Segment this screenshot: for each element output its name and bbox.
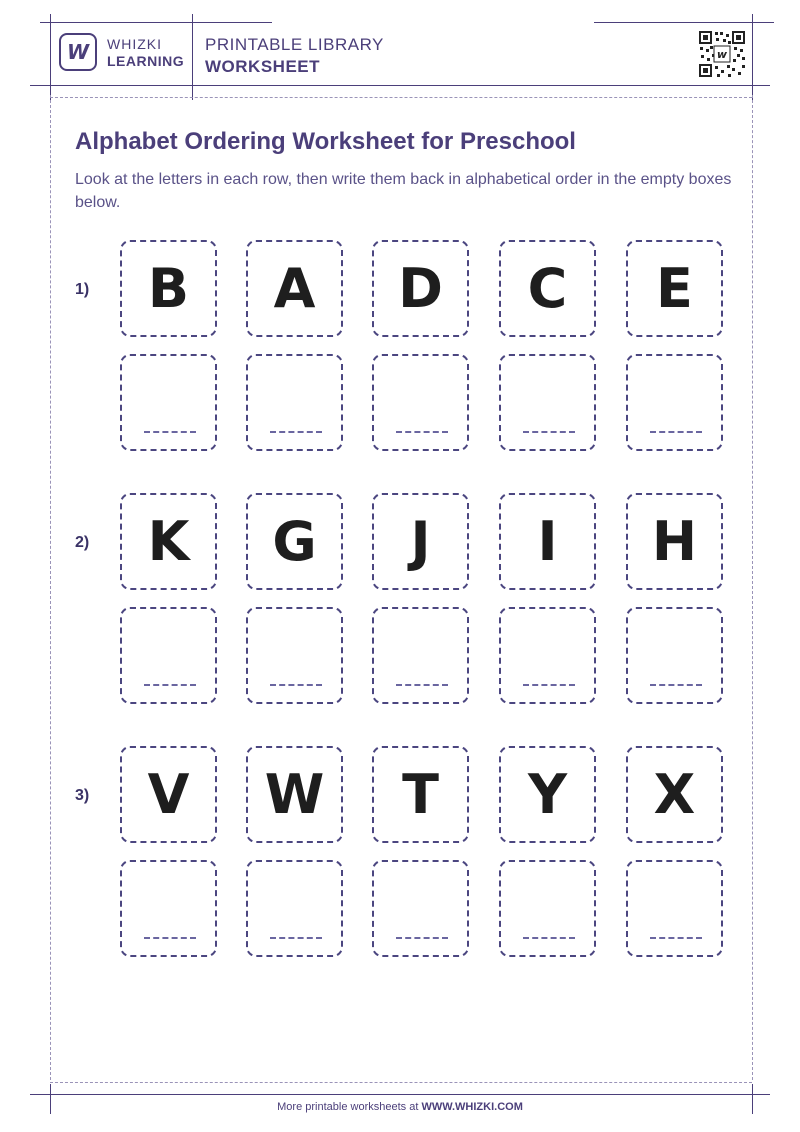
header-divider-vline xyxy=(192,14,193,100)
answer-blank-line xyxy=(523,684,575,686)
letter-box xyxy=(626,240,723,337)
letter: V xyxy=(147,763,190,826)
answer-blank-line xyxy=(523,937,575,939)
instructions: Look at the letters in each row, then write them back in alphabetical order in the empty boxes below. xyxy=(75,171,732,211)
letter-box xyxy=(372,746,469,843)
letter-box xyxy=(499,746,596,843)
header-top-line xyxy=(40,22,272,23)
letter: J xyxy=(410,510,431,573)
page-title: Alphabet Ordering Worksheet for Preschool xyxy=(75,128,576,155)
answer-box[interactable] xyxy=(499,607,596,704)
header-left-vline xyxy=(50,14,51,100)
letter: B xyxy=(147,257,190,320)
letter: I xyxy=(537,510,558,573)
answer-box[interactable] xyxy=(246,607,343,704)
brand-name-line2: LEARNING xyxy=(107,53,185,69)
answer-box[interactable] xyxy=(372,607,469,704)
answer-blank-line xyxy=(144,684,196,686)
answer-blank-line xyxy=(270,937,322,939)
qr-center-glyph: w xyxy=(716,48,728,61)
answer-box[interactable] xyxy=(120,860,217,957)
page-border-top xyxy=(50,97,752,98)
answer-box[interactable] xyxy=(499,354,596,451)
answer-blank-line xyxy=(650,937,702,939)
qr-code-icon xyxy=(698,30,746,78)
answer-blank-line xyxy=(396,431,448,433)
letter: K xyxy=(147,510,190,573)
answer-box[interactable] xyxy=(246,354,343,451)
letter: Y xyxy=(527,763,568,826)
header-top-line-right xyxy=(594,22,774,23)
letter: E xyxy=(656,257,693,320)
answer-box[interactable] xyxy=(372,354,469,451)
brand-name-line1: WHIZKI xyxy=(107,36,162,52)
library-label: PRINTABLE LIBRARY xyxy=(205,35,384,54)
answer-blank-line xyxy=(650,684,702,686)
answer-blank-line xyxy=(650,431,702,433)
letter: X xyxy=(653,763,696,826)
letter-box xyxy=(120,746,217,843)
row-label: 2) xyxy=(75,534,90,551)
answer-blank-line xyxy=(144,431,196,433)
answer-blank-line xyxy=(396,684,448,686)
letter-box xyxy=(120,493,217,590)
answer-box[interactable] xyxy=(372,860,469,957)
answer-box[interactable] xyxy=(246,860,343,957)
letter: C xyxy=(527,257,568,320)
answer-blank-line xyxy=(270,684,322,686)
letter: D xyxy=(398,257,443,320)
letter: G xyxy=(272,510,317,573)
answer-box[interactable] xyxy=(120,607,217,704)
letter-box xyxy=(372,493,469,590)
row-label: 1) xyxy=(75,281,90,298)
footer-site-link[interactable]: WWW.WHIZKI.COM xyxy=(421,1101,523,1113)
letter-box xyxy=(626,493,723,590)
letter: W xyxy=(264,763,325,826)
letter-box xyxy=(499,493,596,590)
answer-box[interactable] xyxy=(626,860,723,957)
logo-glyph: W xyxy=(66,40,90,64)
letter-box xyxy=(120,240,217,337)
footer xyxy=(0,1101,800,1113)
answer-blank-line xyxy=(396,937,448,939)
answer-blank-line xyxy=(523,431,575,433)
answer-blank-line xyxy=(270,431,322,433)
letter-box xyxy=(246,240,343,337)
letter-box xyxy=(626,746,723,843)
worksheet-label: WORKSHEET xyxy=(205,57,320,76)
answer-box[interactable] xyxy=(120,354,217,451)
answer-box[interactable] xyxy=(626,607,723,704)
letter: T xyxy=(402,763,439,826)
letter-box xyxy=(246,746,343,843)
header-right-vline xyxy=(752,14,753,100)
answer-blank-line xyxy=(144,937,196,939)
row-label: 3) xyxy=(75,787,90,804)
letter-box xyxy=(246,493,343,590)
page-border-bottom xyxy=(50,1082,752,1083)
answer-box[interactable] xyxy=(626,354,723,451)
footer-line xyxy=(30,1094,770,1095)
logo xyxy=(59,33,97,71)
footer-prefix: More printable worksheets at xyxy=(277,1101,419,1113)
answer-box[interactable] xyxy=(499,860,596,957)
letter: A xyxy=(273,257,316,320)
letter-box xyxy=(372,240,469,337)
letter: H xyxy=(651,510,698,573)
header-bottom-line xyxy=(30,85,770,86)
page-border-right xyxy=(752,95,753,1080)
page-border-left xyxy=(50,95,51,1080)
letter-box xyxy=(499,240,596,337)
